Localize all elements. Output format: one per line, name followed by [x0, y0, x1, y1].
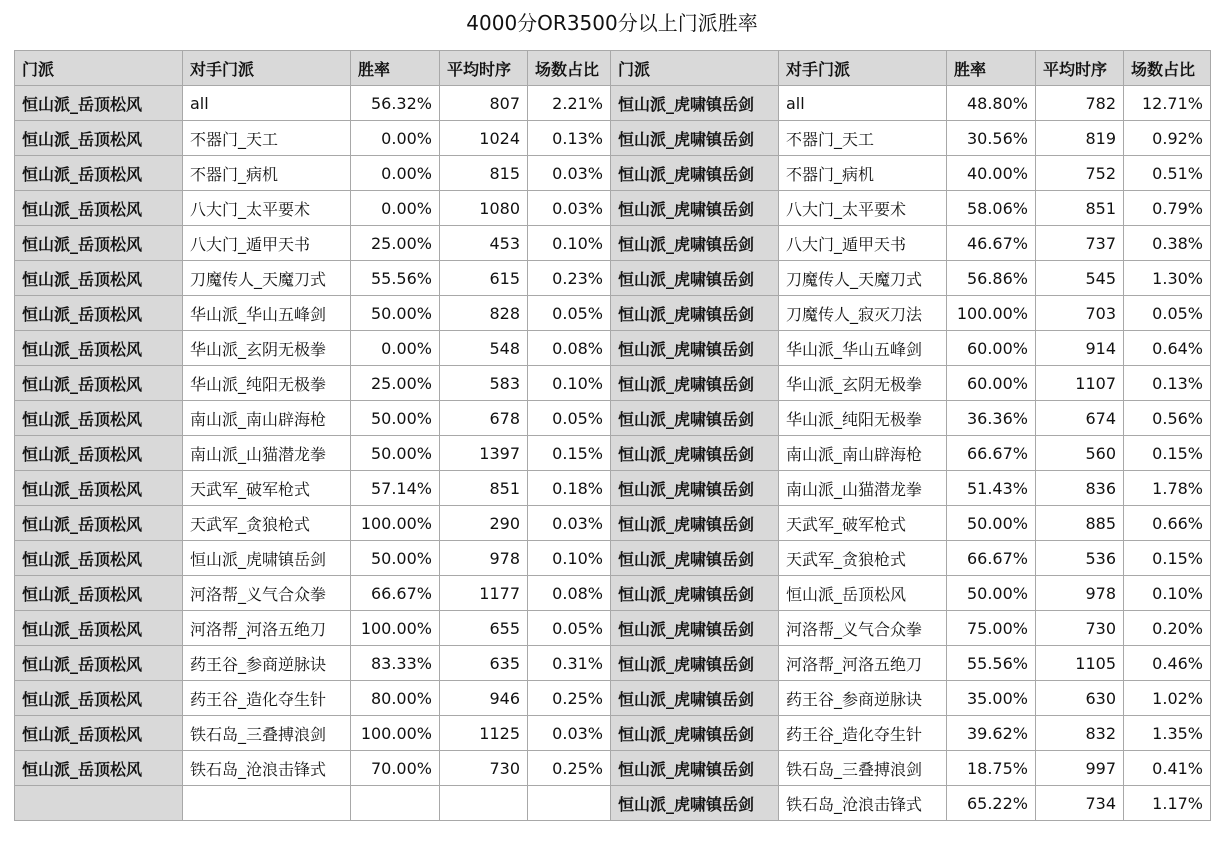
winrate-cell: 25.00% [351, 226, 440, 261]
winrate-cell: 48.80% [947, 86, 1036, 121]
winrate-cell: 60.00% [947, 331, 1036, 366]
school-cell: 恒山派_岳顶松风 [15, 716, 183, 751]
col-header-winrate: 胜率 [351, 51, 440, 86]
winrate-cell: 40.00% [947, 156, 1036, 191]
table-body [15, 86, 1211, 821]
winrate-cell: 83.33% [351, 646, 440, 681]
winrate-cell: 66.67% [947, 541, 1036, 576]
avg-time-cell: 752 [1036, 156, 1124, 191]
avg-time-cell: 1080 [440, 191, 528, 226]
winrate-cell: 50.00% [947, 506, 1036, 541]
match-share-cell: 0.66% [1124, 506, 1211, 541]
opponent-cell: 南山派_南山辟海枪 [183, 401, 351, 436]
opponent-cell: 华山派_纯阳无极拳 [183, 366, 351, 401]
opponent-cell: 华山派_纯阳无极拳 [779, 401, 947, 436]
winrate-cell [351, 786, 440, 821]
match-share-cell: 0.38% [1124, 226, 1211, 261]
winrate-cell: 80.00% [351, 681, 440, 716]
opponent-cell [183, 786, 351, 821]
avg-time-cell: 290 [440, 506, 528, 541]
avg-time-cell: 851 [440, 471, 528, 506]
opponent-cell: 八大门_太平要术 [183, 191, 351, 226]
avg-time-cell: 630 [1036, 681, 1124, 716]
avg-time-cell: 807 [440, 86, 528, 121]
avg-time-cell: 734 [1036, 786, 1124, 821]
match-share-cell: 0.56% [1124, 401, 1211, 436]
school-cell: 恒山派_虎啸镇岳剑 [611, 86, 779, 121]
table-row [15, 751, 1211, 786]
table-row [15, 121, 1211, 156]
match-share-cell: 0.03% [528, 156, 611, 191]
avg-time-cell: 635 [440, 646, 528, 681]
school-cell: 恒山派_虎啸镇岳剑 [611, 576, 779, 611]
table-row [15, 86, 1211, 121]
avg-time-cell: 782 [1036, 86, 1124, 121]
winrate-cell: 39.62% [947, 716, 1036, 751]
opponent-cell: all [183, 86, 351, 121]
match-share-cell: 0.10% [1124, 576, 1211, 611]
winrate-cell: 100.00% [351, 716, 440, 751]
school-cell: 恒山派_虎啸镇岳剑 [611, 436, 779, 471]
winrate-cell: 50.00% [351, 401, 440, 436]
opponent-cell: 华山派_华山五峰剑 [779, 331, 947, 366]
opponent-cell: 华山派_华山五峰剑 [183, 296, 351, 331]
table-row [15, 506, 1211, 541]
school-cell: 恒山派_虎啸镇岳剑 [611, 191, 779, 226]
opponent-cell: 华山派_玄阴无极拳 [779, 366, 947, 401]
avg-time-cell: 851 [1036, 191, 1124, 226]
school-cell: 恒山派_虎啸镇岳剑 [611, 366, 779, 401]
school-cell: 恒山派_岳顶松风 [15, 576, 183, 611]
match-share-cell: 0.25% [528, 681, 611, 716]
opponent-cell: 药王谷_参商逆脉诀 [183, 646, 351, 681]
match-share-cell: 0.15% [1124, 436, 1211, 471]
avg-time-cell: 815 [440, 156, 528, 191]
winrate-cell: 50.00% [351, 296, 440, 331]
school-cell: 恒山派_虎啸镇岳剑 [611, 541, 779, 576]
match-share-cell: 2.21% [528, 86, 611, 121]
match-share-cell: 1.02% [1124, 681, 1211, 716]
avg-time-cell: 997 [1036, 751, 1124, 786]
match-share-cell: 0.23% [528, 261, 611, 296]
avg-time-cell: 828 [440, 296, 528, 331]
winrate-cell: 0.00% [351, 331, 440, 366]
match-share-cell: 0.25% [528, 751, 611, 786]
table-row [15, 226, 1211, 261]
school-cell: 恒山派_岳顶松风 [15, 646, 183, 681]
match-share-cell: 0.03% [528, 506, 611, 541]
col-header-avg-time: 平均时序 [1036, 51, 1124, 86]
winrate-cell: 70.00% [351, 751, 440, 786]
opponent-cell: 药王谷_参商逆脉诀 [779, 681, 947, 716]
match-share-cell: 0.31% [528, 646, 611, 681]
school-cell: 恒山派_虎啸镇岳剑 [611, 646, 779, 681]
avg-time-cell: 914 [1036, 331, 1124, 366]
winrate-table [14, 50, 1211, 821]
school-cell: 恒山派_岳顶松风 [15, 121, 183, 156]
match-share-cell: 0.92% [1124, 121, 1211, 156]
match-share-cell: 0.41% [1124, 751, 1211, 786]
col-header-winrate: 胜率 [947, 51, 1036, 86]
school-cell: 恒山派_岳顶松风 [15, 541, 183, 576]
winrate-cell: 56.86% [947, 261, 1036, 296]
table-row [15, 471, 1211, 506]
school-cell: 恒山派_虎啸镇岳剑 [611, 786, 779, 821]
match-share-cell: 0.05% [528, 401, 611, 436]
avg-time-cell: 1177 [440, 576, 528, 611]
table-row [15, 436, 1211, 471]
opponent-cell: 南山派_山猫潜龙拳 [779, 471, 947, 506]
opponent-cell: 铁石岛_沧浪击锋式 [183, 751, 351, 786]
avg-time-cell: 832 [1036, 716, 1124, 751]
avg-time-cell [440, 786, 528, 821]
opponent-cell: 不器门_天工 [779, 121, 947, 156]
avg-time-cell: 819 [1036, 121, 1124, 156]
winrate-cell: 56.32% [351, 86, 440, 121]
winrate-cell: 55.56% [947, 646, 1036, 681]
opponent-cell: 铁石岛_三叠搏浪剑 [779, 751, 947, 786]
avg-time-cell: 836 [1036, 471, 1124, 506]
match-share-cell: 0.15% [1124, 541, 1211, 576]
opponent-cell: 河洛帮_河洛五绝刀 [779, 646, 947, 681]
match-share-cell: 0.79% [1124, 191, 1211, 226]
school-cell: 恒山派_虎啸镇岳剑 [611, 751, 779, 786]
avg-time-cell: 678 [440, 401, 528, 436]
table-row [15, 681, 1211, 716]
avg-time-cell: 885 [1036, 506, 1124, 541]
opponent-cell: 刀魔传人_寂灭刀法 [779, 296, 947, 331]
opponent-cell: 华山派_玄阴无极拳 [183, 331, 351, 366]
table-row [15, 541, 1211, 576]
opponent-cell: 刀魔传人_天魔刀式 [183, 261, 351, 296]
school-cell: 恒山派_虎啸镇岳剑 [611, 156, 779, 191]
avg-time-cell: 946 [440, 681, 528, 716]
opponent-cell: 不器门_病机 [183, 156, 351, 191]
col-header-school: 门派 [15, 51, 183, 86]
school-cell: 恒山派_岳顶松风 [15, 331, 183, 366]
school-cell: 恒山派_岳顶松风 [15, 506, 183, 541]
avg-time-cell: 1107 [1036, 366, 1124, 401]
opponent-cell: 铁石岛_三叠搏浪剑 [183, 716, 351, 751]
winrate-cell: 35.00% [947, 681, 1036, 716]
school-cell [15, 786, 183, 821]
avg-time-cell: 536 [1036, 541, 1124, 576]
avg-time-cell: 730 [1036, 611, 1124, 646]
match-share-cell: 1.35% [1124, 716, 1211, 751]
opponent-cell: 南山派_南山辟海枪 [779, 436, 947, 471]
match-share-cell: 0.46% [1124, 646, 1211, 681]
table-row [15, 401, 1211, 436]
winrate-cell: 0.00% [351, 191, 440, 226]
match-share-cell: 0.20% [1124, 611, 1211, 646]
winrate-cell: 57.14% [351, 471, 440, 506]
table-row [15, 576, 1211, 611]
school-cell: 恒山派_虎啸镇岳剑 [611, 226, 779, 261]
avg-time-cell: 674 [1036, 401, 1124, 436]
winrate-cell: 50.00% [947, 576, 1036, 611]
school-cell: 恒山派_虎啸镇岳剑 [611, 681, 779, 716]
col-header-opponent: 对手门派 [779, 51, 947, 86]
school-cell: 恒山派_岳顶松风 [15, 226, 183, 261]
avg-time-cell: 978 [1036, 576, 1124, 611]
table-row [15, 646, 1211, 681]
school-cell: 恒山派_岳顶松风 [15, 261, 183, 296]
avg-time-cell: 453 [440, 226, 528, 261]
avg-time-cell: 737 [1036, 226, 1124, 261]
school-cell: 恒山派_岳顶松风 [15, 401, 183, 436]
winrate-cell: 51.43% [947, 471, 1036, 506]
opponent-cell: 天武军_贪狼枪式 [779, 541, 947, 576]
col-header-match-share: 场数占比 [528, 51, 611, 86]
winrate-cell: 65.22% [947, 786, 1036, 821]
col-header-avg-time: 平均时序 [440, 51, 528, 86]
winrate-cell: 30.56% [947, 121, 1036, 156]
avg-time-cell: 1397 [440, 436, 528, 471]
school-cell: 恒山派_岳顶松风 [15, 156, 183, 191]
winrate-cell: 25.00% [351, 366, 440, 401]
col-header-match-share: 场数占比 [1124, 51, 1211, 86]
winrate-cell: 0.00% [351, 121, 440, 156]
match-share-cell: 12.71% [1124, 86, 1211, 121]
winrate-cell: 50.00% [351, 541, 440, 576]
table-row [15, 716, 1211, 751]
opponent-cell: 南山派_山猫潜龙拳 [183, 436, 351, 471]
opponent-cell: 天武军_贪狼枪式 [183, 506, 351, 541]
winrate-cell: 100.00% [351, 611, 440, 646]
avg-time-cell: 1024 [440, 121, 528, 156]
avg-time-cell: 560 [1036, 436, 1124, 471]
match-share-cell: 1.30% [1124, 261, 1211, 296]
school-cell: 恒山派_岳顶松风 [15, 611, 183, 646]
school-cell: 恒山派_岳顶松风 [15, 296, 183, 331]
winrate-cell: 36.36% [947, 401, 1036, 436]
header-row [15, 51, 1211, 86]
school-cell: 恒山派_岳顶松风 [15, 471, 183, 506]
school-cell: 恒山派_虎啸镇岳剑 [611, 121, 779, 156]
table-row [15, 191, 1211, 226]
match-share-cell: 0.64% [1124, 331, 1211, 366]
school-cell: 恒山派_虎啸镇岳剑 [611, 296, 779, 331]
winrate-cell: 18.75% [947, 751, 1036, 786]
school-cell: 恒山派_岳顶松风 [15, 366, 183, 401]
opponent-cell: 河洛帮_义气合众拳 [779, 611, 947, 646]
opponent-cell: 不器门_病机 [779, 156, 947, 191]
school-cell: 恒山派_岳顶松风 [15, 191, 183, 226]
match-share-cell: 0.05% [528, 296, 611, 331]
school-cell: 恒山派_虎啸镇岳剑 [611, 261, 779, 296]
avg-time-cell: 978 [440, 541, 528, 576]
winrate-cell: 60.00% [947, 366, 1036, 401]
avg-time-cell: 615 [440, 261, 528, 296]
match-share-cell: 0.05% [1124, 296, 1211, 331]
opponent-cell: 河洛帮_河洛五绝刀 [183, 611, 351, 646]
match-share-cell: 0.10% [528, 226, 611, 261]
school-cell: 恒山派_岳顶松风 [15, 751, 183, 786]
table-row [15, 611, 1211, 646]
avg-time-cell: 545 [1036, 261, 1124, 296]
winrate-cell: 55.56% [351, 261, 440, 296]
winrate-cell: 75.00% [947, 611, 1036, 646]
avg-time-cell: 730 [440, 751, 528, 786]
col-header-opponent: 对手门派 [183, 51, 351, 86]
opponent-cell: 铁石岛_沧浪击锋式 [779, 786, 947, 821]
avg-time-cell: 703 [1036, 296, 1124, 331]
table-row [15, 331, 1211, 366]
match-share-cell: 0.13% [1124, 366, 1211, 401]
school-cell: 恒山派_岳顶松风 [15, 681, 183, 716]
table-row [15, 261, 1211, 296]
match-share-cell: 0.15% [528, 436, 611, 471]
match-share-cell: 0.51% [1124, 156, 1211, 191]
school-cell: 恒山派_虎啸镇岳剑 [611, 471, 779, 506]
opponent-cell: 八大门_遁甲天书 [183, 226, 351, 261]
opponent-cell: 八大门_遁甲天书 [779, 226, 947, 261]
opponent-cell: 八大门_太平要术 [779, 191, 947, 226]
table-row [15, 366, 1211, 401]
winrate-cell: 58.06% [947, 191, 1036, 226]
opponent-cell: 不器门_天工 [183, 121, 351, 156]
match-share-cell: 1.78% [1124, 471, 1211, 506]
match-share-cell: 0.03% [528, 716, 611, 751]
avg-time-cell: 1125 [440, 716, 528, 751]
opponent-cell: all [779, 86, 947, 121]
match-share-cell [528, 786, 611, 821]
avg-time-cell: 1105 [1036, 646, 1124, 681]
match-share-cell: 0.10% [528, 541, 611, 576]
avg-time-cell: 548 [440, 331, 528, 366]
match-share-cell: 1.17% [1124, 786, 1211, 821]
opponent-cell: 河洛帮_义气合众拳 [183, 576, 351, 611]
opponent-cell: 天武军_破军枪式 [183, 471, 351, 506]
table-row [15, 156, 1211, 191]
match-share-cell: 0.13% [528, 121, 611, 156]
winrate-cell: 50.00% [351, 436, 440, 471]
match-share-cell: 0.05% [528, 611, 611, 646]
match-share-cell: 0.18% [528, 471, 611, 506]
winrate-cell: 46.67% [947, 226, 1036, 261]
opponent-cell: 刀魔传人_天魔刀式 [779, 261, 947, 296]
table-row [15, 296, 1211, 331]
match-share-cell: 0.08% [528, 331, 611, 366]
match-share-cell: 0.03% [528, 191, 611, 226]
opponent-cell: 恒山派_虎啸镇岳剑 [183, 541, 351, 576]
school-cell: 恒山派_岳顶松风 [15, 86, 183, 121]
school-cell: 恒山派_虎啸镇岳剑 [611, 331, 779, 366]
school-cell: 恒山派_虎啸镇岳剑 [611, 611, 779, 646]
winrate-cell: 66.67% [351, 576, 440, 611]
winrate-cell: 0.00% [351, 156, 440, 191]
match-share-cell: 0.08% [528, 576, 611, 611]
winrate-cell: 100.00% [351, 506, 440, 541]
school-cell: 恒山派_虎啸镇岳剑 [611, 506, 779, 541]
school-cell: 恒山派_虎啸镇岳剑 [611, 401, 779, 436]
match-share-cell: 0.10% [528, 366, 611, 401]
opponent-cell: 天武军_破军枪式 [779, 506, 947, 541]
avg-time-cell: 583 [440, 366, 528, 401]
school-cell: 恒山派_虎啸镇岳剑 [611, 716, 779, 751]
opponent-cell: 药王谷_造化夺生针 [183, 681, 351, 716]
table-row [15, 786, 1211, 821]
winrate-cell: 100.00% [947, 296, 1036, 331]
opponent-cell: 药王谷_造化夺生针 [779, 716, 947, 751]
school-cell: 恒山派_岳顶松风 [15, 436, 183, 471]
opponent-cell: 恒山派_岳顶松风 [779, 576, 947, 611]
col-header-school: 门派 [611, 51, 779, 86]
avg-time-cell: 655 [440, 611, 528, 646]
sheet-title: 4000分OR3500分以上门派胜率 [466, 11, 758, 35]
winrate-cell: 66.67% [947, 436, 1036, 471]
